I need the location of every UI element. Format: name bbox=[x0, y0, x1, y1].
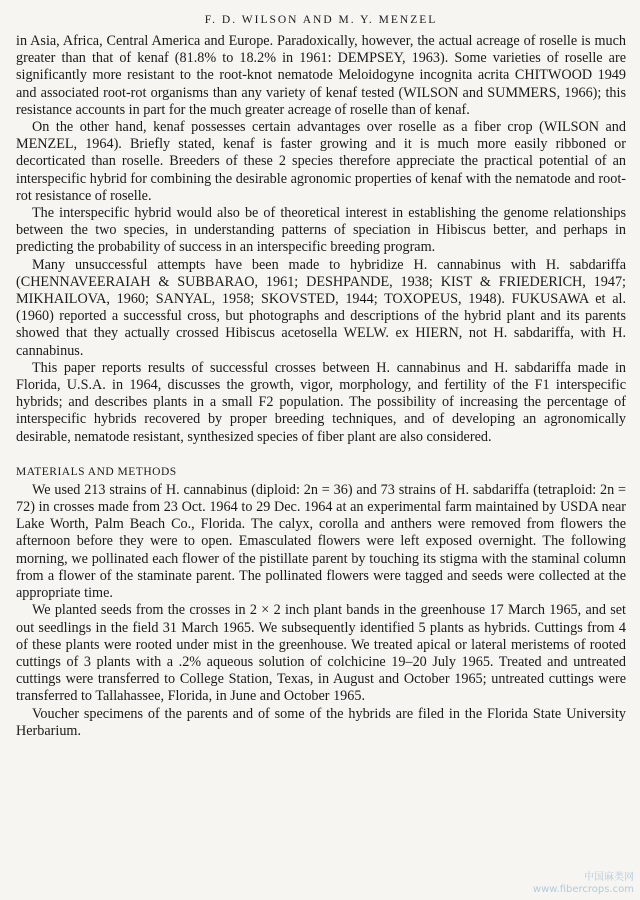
paragraph-1: in Asia, Africa, Central America and Europe. Paradoxically, however, the actual acreage of roselle is much greater than that of kenaf (81.8% to 18.2% in 1961: DEMPSEY, 1963). Some varieties of roselle are significantly more resistant to the root-knot nematode Meloidogyne incognita acrita CHITWOOD 1949 and associated root-rot organisms than any variety of kenaf tested (WILSON and SUMMERS, 1966); this resistance accounts in part for the much greater acreage of roselle than of kenaf. bbox=[16, 33, 626, 118]
paragraph-6: We used 213 strains of H. cannabinus (diploid: 2n = 36) and 73 strains of H. sabdariffa (tetraploid: 2n = 72) in crosses made from 23 Oct. 1964 to 29 Dec. 1964 at an experimental farm maintained by USDA near Lake Worth, Palm Beach Co., Florida. The calyx, corolla and anthers were removed from flowers the afternoon before they were to open. Emasculated flowers were left exposed overnight. The following morning, we pollinated each flower of the pistillate parent by touching its stigma with the staminal column from a flower of the staminate parent. The pollinated flowers were tagged and seeds were collected at the appropriate time. bbox=[16, 481, 626, 602]
page bbox=[16, 10, 626, 740]
paragraph-5: This paper reports results of successful crosses between H. cannabinus and H. sabdariffa made in Florida, U.S.A. in 1964, discusses the growth, vigor, morphology, and fertility of the F1 interspecific hybrids; and describes plants in a small F2 population. The possibility of increasing the percentage of interspecific hybrids recovered by proper breeding techniques, and of developing an agronomically desirable, nematode resistant, synthesized species of fiber plant are also considered. bbox=[16, 359, 626, 445]
paragraph-3: The interspecific hybrid would also be of theoretical interest in establishing the genome relationships between the two species, in understanding patterns of speciation in Hibiscus better, and perhaps in predicting the probability of success in an interspecific breeding program. bbox=[16, 205, 626, 256]
running-head: F. D. WILSON AND M. Y. MENZEL bbox=[204, 14, 438, 26]
watermark-line-1: 中国麻类网 bbox=[584, 872, 634, 883]
paragraph-8: Voucher specimens of the parents and of some of the hybrids are filed in the Florida State University Herbarium. bbox=[16, 705, 626, 739]
paragraph-4: Many unsuccessful attempts have been made to hybridize H. cannabinus with H. sabdariffa (CHENNAVEERAIAH & SUBBARAO, 1961; DESHPANDE, 1938; KIST & FRIEDERICH, 1947; MIKHAILOVA, 1960; SANYAL, 1958; SKOVSTED, 1944; TOXOPEUS, 1948). FUKUSAWA et al. (1960) reported a successful cross, but photographs and descriptions of the hybrid plant and its parents showed that they actually crossed Hibiscus acetosella WELW. ex HIERN, not H. sabdariffa, with H. cannabinus. bbox=[16, 256, 626, 359]
paragraph-7: We planted seeds from the crosses in 2 × 2 inch plant bands in the greenhouse 17 March 1965, and set out seedlings in the field 31 March 1965. We subsequently identified 5 plants as hybrids. Cuttings from 4 of these plants were rooted under mist in the greenhouse. We treated apical or lateral meristems of rooted cuttings of 3 plants with a .2% aqueous solution of colchicine 19–20 July 1965. Treated and untreated cuttings were transferred to College Station, Texas, in August and October 1965; untreated cuttings were transferred to Tallahassee, Florida, in June and October 1965. bbox=[16, 602, 626, 705]
site-watermark bbox=[533, 872, 634, 896]
section-heading: MATERIALS AND METHODS bbox=[16, 465, 177, 478]
paragraph-2: On the other hand, kenaf possesses certain advantages over roselle as a fiber crop (WILSON and MENZEL, 1964). Briefly stated, kenaf is faster growing and it is much more easily ribboned or decorticated than roselle. Breeders of these 2 species therefore appreciate the practical potential of an interspecific hybrid for combining the desirable agronomic properties of kenaf with the nematode and root-rot resistance of roselle. bbox=[16, 119, 626, 204]
watermark-line-2: www.fibercrops.com bbox=[532, 884, 634, 895]
